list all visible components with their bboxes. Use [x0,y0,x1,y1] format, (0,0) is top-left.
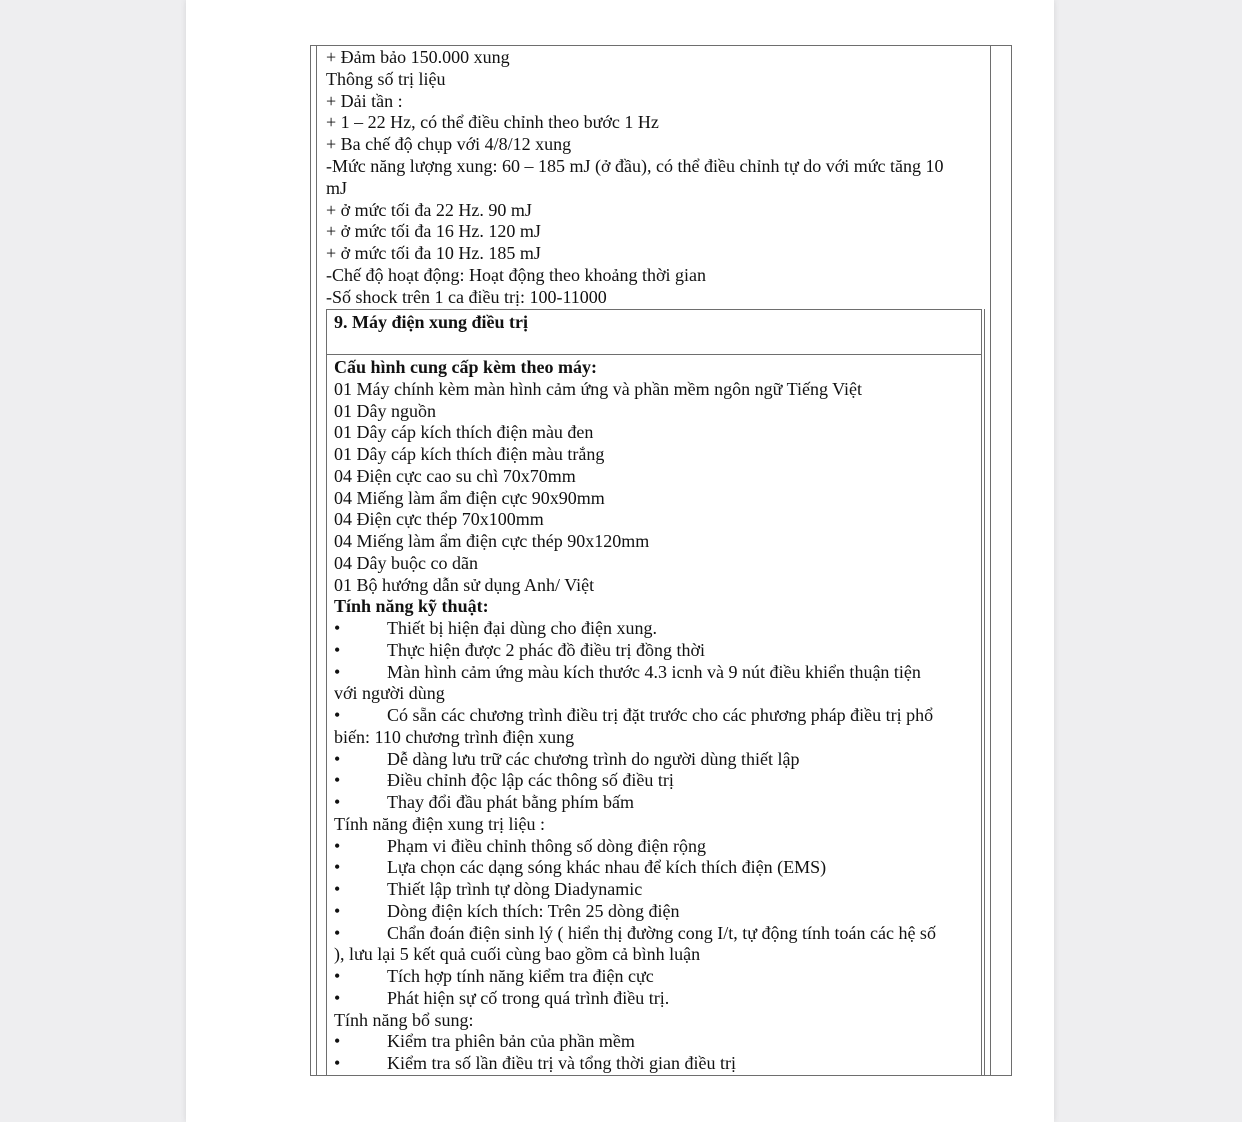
spec-line: -Mức năng lượng xung: 60 – 185 mJ (ở đầu), có thể điều chỉnh tự do với mức tăng 10 [326,155,944,176]
bullet-text: Phát hiện sự cố trong quá trình điều trị. [387,987,670,1008]
section-9-body [334,357,974,1075]
spec-line: Thông số trị liệu [326,68,446,89]
bullet-text: Dễ dàng lưu trữ các chương trình do người dùng thiết lập [387,748,800,769]
bullet-item [334,705,974,727]
bullet-icon: • [334,1053,341,1073]
config-item: 04 Miếng làm ẩm điện cực thép 90x120mm [334,531,650,551]
bullet-text: Phạm vi điều chỉnh thông số dòng điện rộng [387,835,706,856]
bullet-text: Thực hiện được 2 phác đồ điều trị đồng thời [387,639,705,660]
config-item: 01 Dây nguồn [334,400,436,421]
bullet-icon: • [334,857,341,878]
bullet-item [334,1031,974,1053]
spec-line: + Ba chế độ chụp với 4/8/12 xung [326,134,572,155]
bullet-icon: • [334,705,341,725]
bullet-item [334,901,974,923]
bullet-icon: • [334,748,341,769]
bullet-icon: • [334,1031,341,1052]
bullet-text: Dòng điện kích thích: Trên 25 dòng điện [387,900,680,921]
table-border-left [316,45,317,1076]
config-item: 01 Dây cáp kích thích điện màu đen [334,422,594,443]
bullet-icon: • [334,661,341,682]
bullet-icon: • [334,618,341,638]
spec-line: + 1 – 22 Hz, có thể điều chỉnh theo bước 1 Hz [326,112,659,133]
bullet-item [334,618,974,640]
bullet-text: Thiết lập trình tự dòng Diadynamic [387,879,643,899]
previous-spec-block [326,47,986,309]
bullet-text: Thay đổi đầu phát bằng phím bấm [387,792,634,812]
therapy-list [334,836,974,1010]
spec-line: -Số shock trên 1 ca điều trị: 100-11000 [326,286,607,307]
bullet-text: Có sẵn các chương trình điều trị đặt trước cho các phương pháp điều trị phổ [387,705,934,725]
extra-list [334,1031,974,1075]
config-heading: Cấu hình cung cấp kèm theo máy: [334,357,598,377]
bullet-icon: • [334,792,341,812]
bullet-item [334,749,974,771]
config-item: 04 Điện cực cao su chì 70x70mm [334,465,576,486]
config-item: 01 Dây cáp kích thích điện màu trắng [334,444,605,464]
bullet-item [334,770,974,792]
bullet-text-continuation: biến: 110 chương trình điện xung [334,726,575,747]
bullet-text: Điều chỉnh độc lập các thông số điều trị [387,770,674,791]
spec-line: + Đảm bảo 150.000 xung [326,47,510,67]
spec-line: + ở mức tối đa 16 Hz. 120 mJ [326,221,541,242]
spec-line: + ở mức tối đa 22 Hz. 90 mJ [326,199,532,220]
bullet-item [334,966,974,988]
bullet-text: Chẩn đoán điện sinh lý ( hiển thị đường cong I/t, tự động tính toán các hệ số [387,922,936,943]
bullet-item [334,988,974,1010]
spec-line: mJ [326,177,348,198]
spec-line: + Dải tần : [326,90,403,111]
section-9-table [326,309,982,1076]
config-item: 04 Miếng làm ẩm điện cực 90x90mm [334,487,605,508]
bullet-item [334,836,974,858]
bullet-icon: • [334,987,341,1008]
tech-heading: Tính năng kỹ thuật: [334,596,489,617]
config-list [334,379,974,597]
therapy-heading: Tính năng điện xung trị liệu : [334,813,545,834]
bullet-item [334,1053,974,1075]
bullet-text: Tích hợp tính năng kiểm tra điện cực [387,966,654,986]
spec-line: -Chế độ hoạt động: Hoạt động theo khoảng thời gian [326,264,706,285]
bullet-icon: • [334,900,341,921]
bullet-item [334,923,974,945]
bullet-icon: • [334,922,341,943]
config-item: 04 Dây buộc co dãn [334,552,478,573]
bullet-item [334,857,974,879]
extra-heading: Tính năng bổ sung: [334,1009,474,1030]
bullet-icon: • [334,639,341,660]
bullet-item [334,792,974,814]
bullet-icon: • [334,770,341,791]
bullet-text-continuation: với người dùng [334,683,445,704]
bullet-text: Lựa chọn các dạng sóng khác nhau để kích thích điện (EMS) [387,857,827,878]
bullet-item [334,662,974,684]
config-item: 01 Máy chính kèm màn hình cảm ứng và phần mềm ngôn ngữ Tiếng Việt [334,378,863,399]
bullet-text: Kiểm tra số lần điều trị và tổng thời gian điều trị [387,1053,736,1073]
bullet-item [334,640,974,662]
bullet-icon: • [334,966,341,986]
bullet-icon: • [334,879,341,899]
bullet-icon: • [334,835,341,856]
bullet-item [334,879,974,901]
bullet-text: Kiểm tra phiên bản của phần mềm [387,1031,635,1052]
table-border-right [990,45,991,1076]
tech-list [334,618,974,814]
bullet-text: Màn hình cảm ứng màu kích thước 4.3 icnh và 9 nút điều khiển thuận tiện [387,661,921,682]
section-9-title: 9. Máy điện xung điều trị [327,310,981,355]
config-item: 04 Điện cực thép 70x100mm [334,509,544,530]
bullet-text-continuation: ), lưu lại 5 kết quả cuối cùng bao gồm cả bình luận [334,944,701,965]
config-item: 01 Bộ hướng dẫn sử dụng Anh/ Việt [334,574,595,595]
spec-line: + ở mức tối đa 10 Hz. 185 mJ [326,243,541,264]
section-9-border-right [984,309,985,1076]
bullet-text: Thiết bị hiện đại dùng cho điện xung. [387,618,657,638]
